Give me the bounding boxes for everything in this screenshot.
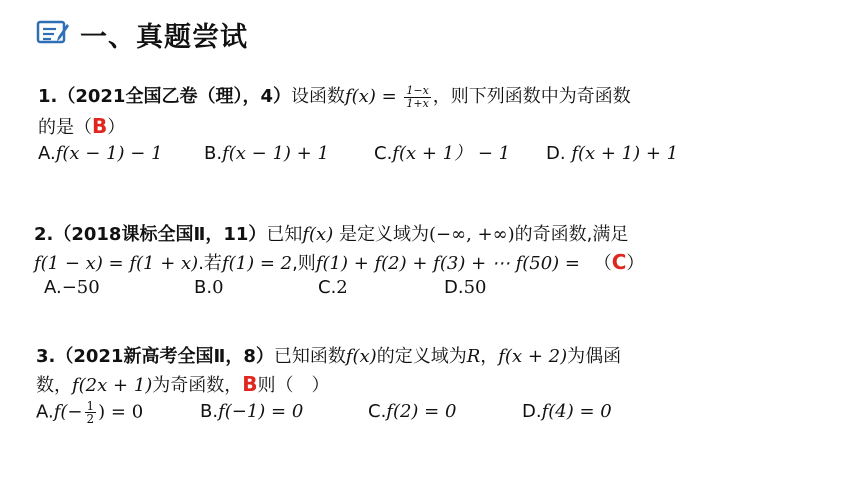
option-label: A. [38,143,56,164]
question-1-options [38,142,798,166]
question-text: 的是（ [38,117,92,138]
option-c [374,142,510,166]
math-expression: f(1) = 2 [221,253,293,274]
option-label: B. [194,277,213,298]
math-expression: f(x) [302,224,334,245]
question-2-options [44,276,644,300]
math-expression: f(x + 2) [498,346,568,367]
question-text: ， [480,346,499,367]
option-label: B. [204,143,223,164]
option-expression: ) = 0 [98,401,144,423]
option-label: D. [444,277,464,298]
question-text: ） [107,117,126,138]
question-text: 的奇函数,满足 [514,224,629,245]
option-label: D. [522,401,542,422]
fraction-numerator: 1−x [406,83,429,97]
math-expression: R [466,346,481,367]
option-b [204,142,329,166]
question-text: 设函数 [290,86,345,107]
option-a [44,276,100,300]
math-expression: f(1 − x) = f(1 + x) [34,253,199,274]
option-d [546,142,678,166]
option-expression: f(−1) = 0 [218,401,304,422]
option-c [318,276,348,300]
fraction-denominator: 1+x [406,96,429,110]
option-expression: f(2) = 0 [386,401,457,422]
question-source: 2.（2018课标全国Ⅱ，11） [34,224,267,245]
fraction [404,85,430,110]
option-d [444,276,487,300]
question-3-line-1 [36,344,621,370]
question-text: （ [593,253,612,274]
question-2-line-1 [34,222,628,248]
option-c [368,400,456,424]
option-label: A. [44,277,62,298]
math-expression: f(x) = [344,86,403,107]
question-text: 已知函数 [273,346,346,367]
notepad-pen-icon [36,19,70,49]
question-text: 的定义域为 [376,346,467,367]
question-text: 数， [36,375,72,396]
question-text: 为偶函 [567,346,622,367]
option-b [200,400,303,424]
question-2-line-2 [34,249,644,277]
answer-mark: B [242,372,258,396]
option-expression: f(− [53,401,83,423]
question-text: 是定义域为 [333,224,429,245]
question-text: 则（ ） [257,375,330,396]
fraction [85,400,97,425]
option-expression: 0 [212,277,224,298]
fraction-numerator: 1 [86,399,95,413]
fraction-denominator: 2 [86,412,95,426]
question-3-options [36,400,736,430]
question-source: 3.（2021新高考全国Ⅱ，8） [36,346,274,367]
option-expression: f(x + 1） − 1 [392,143,511,164]
question-1-line-2 [38,113,125,141]
math-expression: f(x) [345,346,377,367]
question-source: 1.（2021全国乙卷（理），4） [38,86,291,107]
option-label: A. [36,401,54,423]
question-text: ，则下列函数中为奇函数 [432,86,631,107]
answer-mark: C [611,250,627,274]
option-a [38,142,163,166]
option-expression: f(x − 1) + 1 [222,143,329,164]
option-label: B. [200,401,219,422]
option-label: C. [374,143,393,164]
math-expression: (−∞, +∞) [428,224,515,245]
option-label: D. [546,143,566,164]
option-expression: 2 [336,277,348,298]
math-expression: f(2x + 1) [72,375,153,396]
section-header [36,14,248,54]
question-text: ） [626,253,645,274]
option-b [194,276,224,300]
option-a [36,400,143,425]
option-expression: f(x − 1) − 1 [55,143,163,164]
question-1-line-1 [38,84,631,110]
question-3-line-2 [36,371,330,399]
option-label: C. [318,277,337,298]
math-expression: f(1) + f(2) + f(3) + ⋯ f(50) = [315,253,586,274]
option-expression: 50 [463,277,487,298]
option-label: C. [368,401,387,422]
question-text: 已知 [266,224,303,245]
question-text: .若 [198,253,222,274]
question-text: ,则 [292,253,316,274]
answer-mark: B [92,114,108,138]
option-d [522,400,612,424]
question-text: 为奇函数， [152,375,243,396]
option-expression: f(4) = 0 [541,401,612,422]
option-expression: −50 [61,277,100,298]
section-title: 一、真题尝试 [80,21,248,53]
option-expression: f(x + 1) + 1 [565,143,679,164]
